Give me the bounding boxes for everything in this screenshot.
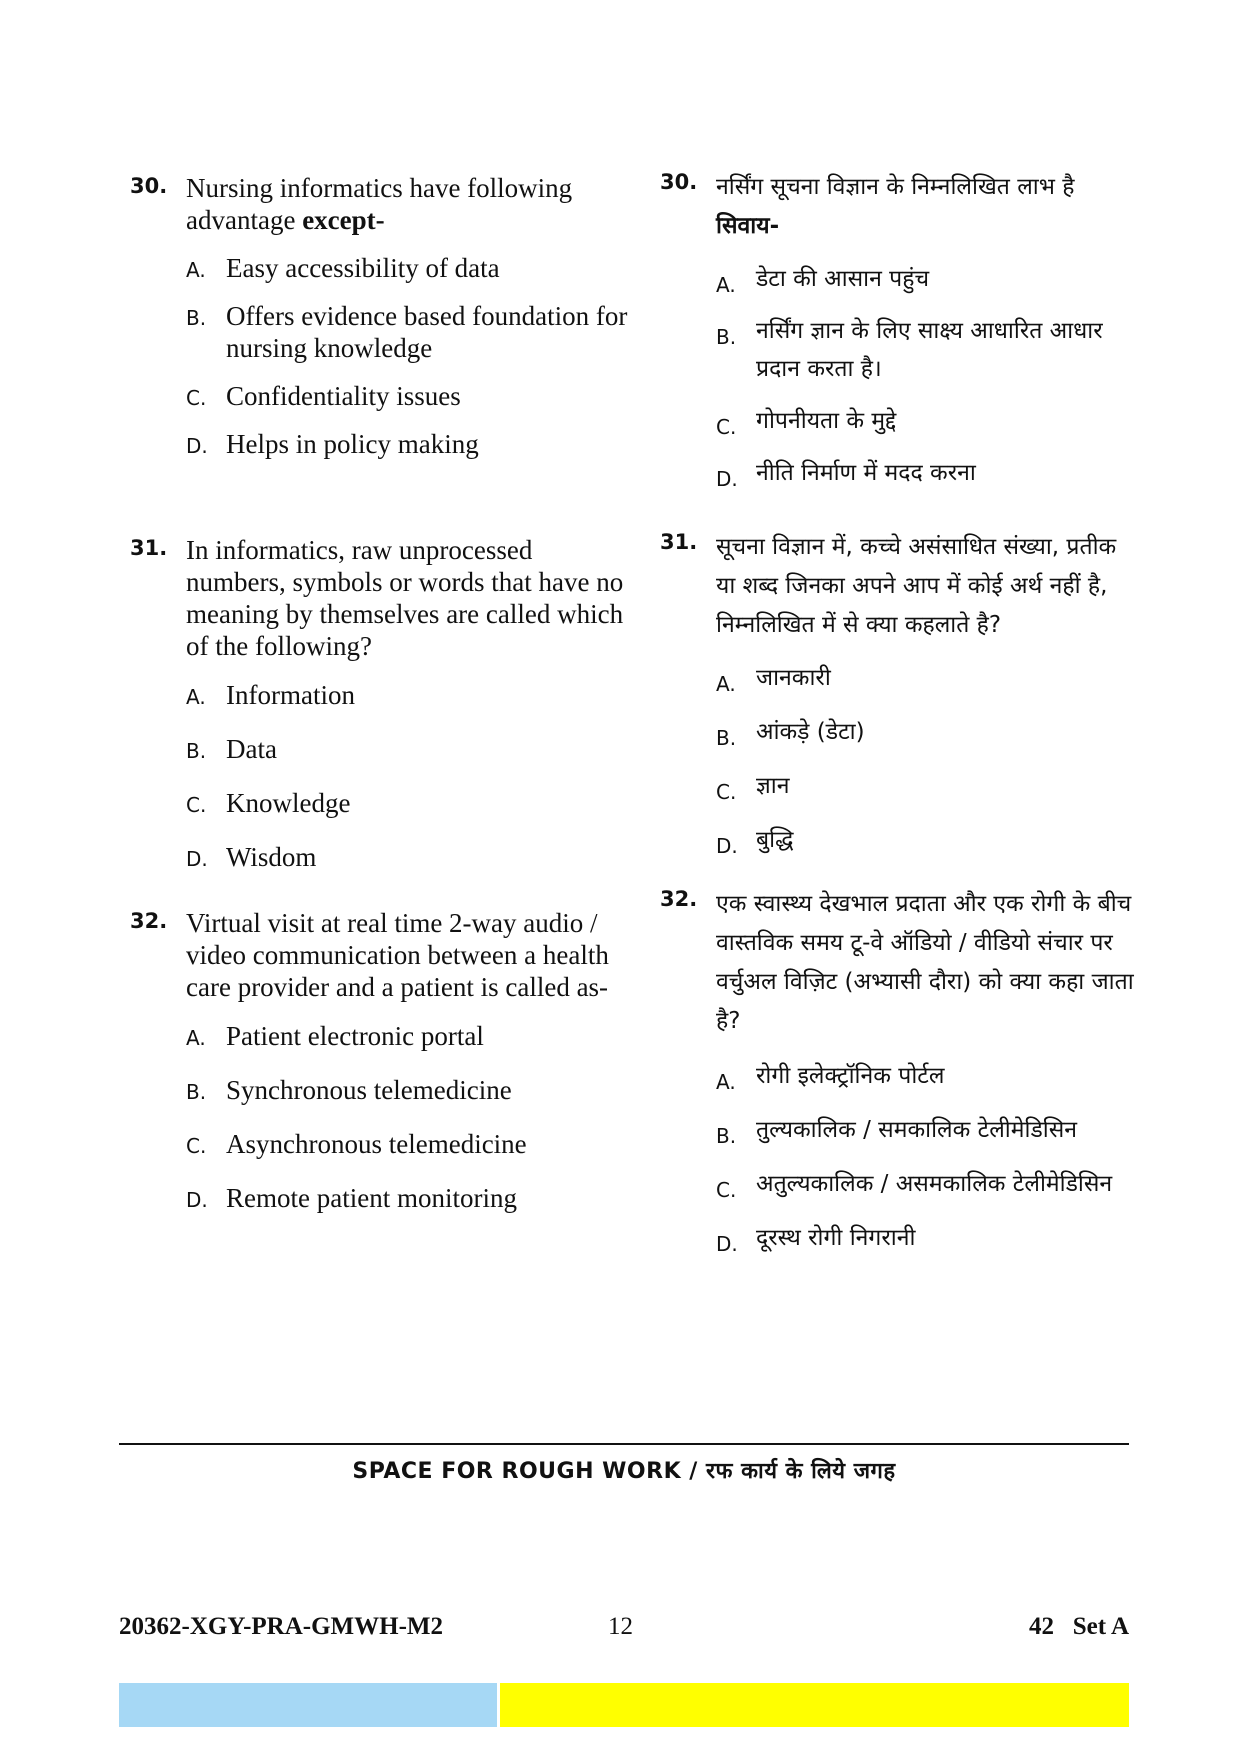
question-31-en — [130, 534, 630, 873]
option-d: D. Wisdom — [186, 842, 317, 872]
option-c: C. Knowledge — [186, 788, 351, 818]
option-a: A. Patient electronic portal — [186, 1021, 484, 1051]
question-number: 30. — [130, 174, 168, 198]
option-b: B. आंकड़े (डेटा) — [716, 719, 865, 750]
option-d: D. नीति निर्माण में मदद करना — [716, 460, 976, 491]
set-label: 42 Set A — [1029, 1613, 1129, 1640]
option-c: C. Confidentiality issues — [186, 381, 461, 411]
english-column — [130, 172, 630, 1214]
question-text: एक स्वास्थ्य देखभाल प्रदाता और एक रोगी के बीच वास्तविक समय टू-वे ऑडियो / वीडियो संचार पर वर्चुअल विज़िट (अभ्यासी दौरा) को क्या कहा जाता है? — [716, 891, 1134, 1034]
option-d: D. बुद्धि — [716, 827, 794, 858]
question-text: सूचना विज्ञान में, कच्चे असंसाधित संख्या, प्रतीक या शब्द जिनका अपने आप में कोई अर्थ नहीं है, निम्नलिखित में से क्या कहलाते है? — [716, 534, 1117, 638]
footer-bar-yellow — [500, 1683, 1129, 1727]
question-32-en — [130, 907, 630, 1214]
question-text: In informatics, raw unprocessed numbers, symbols or words that have no meaning by themselves are called which of the following? — [186, 535, 624, 661]
hindi-column — [660, 168, 1140, 1257]
question-32-hi — [660, 885, 1140, 1257]
option-b: B. Data — [186, 734, 277, 764]
question-emphasis: सिवाय- — [716, 213, 780, 239]
question-text: Nursing informatics have following advantage except- — [186, 173, 573, 235]
question-number: 31. — [660, 530, 698, 554]
option-a: A. जानकारी — [716, 665, 831, 696]
question-number: 32. — [660, 887, 698, 911]
option-c: C. ज्ञान — [716, 773, 790, 804]
question-text: नर्सिंग सूचना विज्ञान के निम्नलिखित लाभ है सिवाय- — [716, 174, 1075, 239]
option-b: B. नर्सिंग ज्ञान के लिए साक्ष्य आधारित आधार प्रदान करता है। — [716, 318, 1103, 382]
option-b: B. तुल्यकालिक / समकालिक टेलीमेडिसिन — [716, 1117, 1078, 1148]
question-emphasis: except- — [302, 205, 385, 235]
option-a: A. Easy accessibility of data — [186, 253, 500, 283]
page-number: 12 — [608, 1613, 633, 1640]
option-c: C. गोपनीयता के मुद्दे — [716, 408, 897, 439]
question-30-en — [130, 172, 630, 460]
option-b: B. Offers evidence based foundation for nursing knowledge — [186, 301, 628, 363]
question-text: Virtual visit at real time 2-way audio / video communication between a health care provider and a patient is called as- — [186, 908, 609, 1002]
question-30-hi — [660, 168, 1140, 492]
question-number: 30. — [660, 170, 698, 194]
option-d: D. Helps in policy making — [186, 429, 479, 459]
option-a: A. डेटा की आसान पहुंच — [716, 266, 930, 297]
question-number: 32. — [130, 909, 168, 933]
paper-code: 20362-XGY-PRA-GMWH-M2 — [119, 1613, 444, 1640]
option-c: C. अतुल्यकालिक / असमकालिक टेलीमेडिसिन — [716, 1171, 1113, 1202]
option-c: C. Asynchronous telemedicine — [186, 1129, 527, 1159]
option-a: A. रोगी इलेक्ट्रॉनिक पोर्टल — [716, 1063, 945, 1094]
rough-work-heading: SPACE FOR ROUGH WORK / रफ कार्य के लिये जगह — [352, 1459, 896, 1484]
option-d: D. दूरस्थ रोगी निगरानी — [716, 1225, 916, 1256]
divider-line — [119, 1443, 1129, 1445]
option-d: D. Remote patient monitoring — [186, 1183, 517, 1213]
option-a: A. Information — [186, 680, 355, 710]
question-number: 31. — [130, 536, 168, 560]
question-31-hi — [660, 528, 1140, 859]
footer-bar-blue — [119, 1683, 497, 1727]
option-b: B. Synchronous telemedicine — [186, 1075, 512, 1105]
